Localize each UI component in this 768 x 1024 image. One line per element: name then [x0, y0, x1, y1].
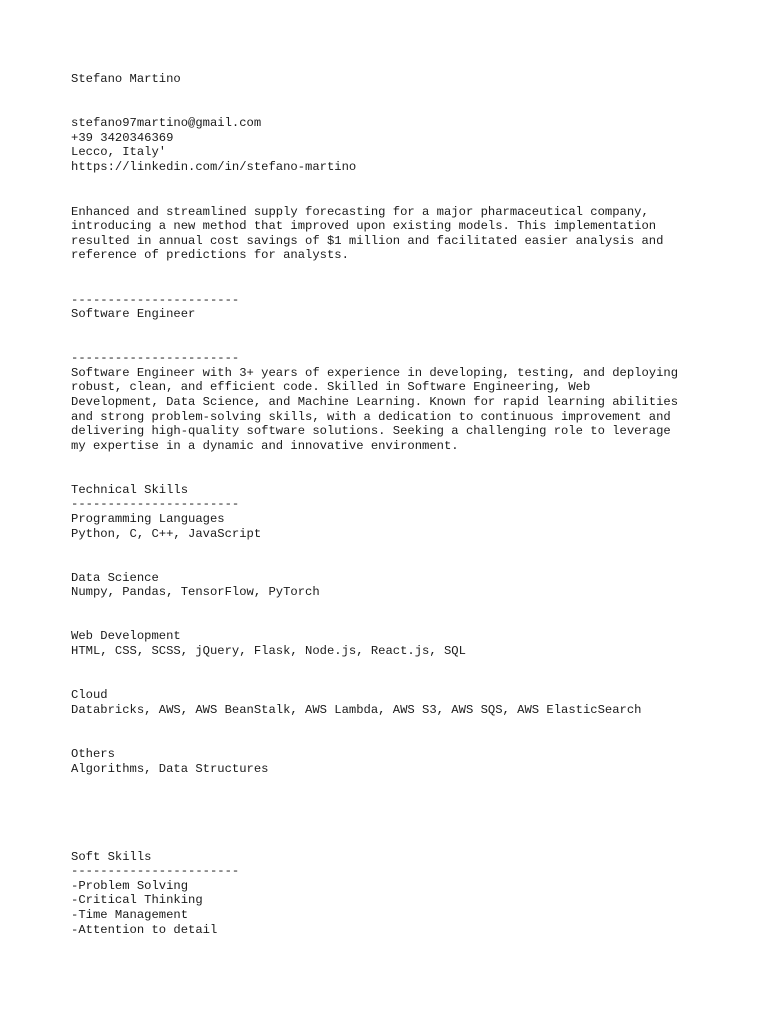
contact-location: Lecco, Italy' — [71, 145, 167, 159]
section-divider: ----------------------- — [71, 293, 240, 307]
candidate-name: Stefano Martino — [71, 72, 181, 86]
skill-group-title: Data Science — [71, 571, 159, 585]
skill-group-items: Python, C, C++, JavaScript — [71, 527, 262, 541]
soft-skill-item: -Problem Solving — [71, 879, 189, 893]
soft-skill-item: -Critical Thinking — [71, 893, 203, 907]
summary-line: my expertise in a dynamic and innovative environment. — [71, 439, 459, 453]
section-heading: Technical Skills — [71, 483, 189, 497]
highlight-line: resulted in annual cost savings of $1 million and facilitated easier analysis and — [71, 234, 664, 248]
summary-line: robust, clean, and efficient code. Skilled in Software Engineering, Web — [71, 380, 591, 394]
skill-group-items: Algorithms, Data Structures — [71, 762, 269, 776]
soft-skill-item: -Attention to detail — [71, 923, 218, 937]
skill-group-items: HTML, CSS, SCSS, jQuery, Flask, Node.js, React.js, SQL — [71, 644, 466, 658]
skill-group-items: Numpy, Pandas, TensorFlow, PyTorch — [71, 585, 320, 599]
highlight-line: introducing a new method that improved upon existing models. This implementation — [71, 219, 657, 233]
skill-group-title: Others — [71, 747, 115, 761]
skill-group-title: Cloud — [71, 688, 108, 702]
highlight-line: reference of predictions for analysts. — [71, 248, 349, 262]
summary-line: Software Engineer with 3+ years of experience in developing, testing, and deploying — [71, 366, 679, 380]
summary-line: Development, Data Science, and Machine Learning. Known for rapid learning abilities — [71, 395, 679, 409]
section-divider: ----------------------- — [71, 497, 240, 511]
section-divider: ----------------------- — [71, 864, 240, 878]
skill-group-items: Databricks, AWS, AWS BeanStalk, AWS Lambda, AWS S3, AWS SQS, AWS ElasticSearch — [71, 703, 642, 717]
skill-group-title: Programming Languages — [71, 512, 225, 526]
section-heading: Soft Skills — [71, 850, 152, 864]
skill-group-title: Web Development — [71, 629, 181, 643]
contact-email: stefano97martino@gmail.com — [71, 116, 262, 130]
soft-skill-item: -Time Management — [71, 908, 189, 922]
section-divider: ----------------------- — [71, 351, 240, 365]
summary-line: delivering high-quality software solutions. Seeking a challenging role to leverage — [71, 424, 671, 438]
contact-linkedin: https://linkedin.com/in/stefano-martino — [71, 160, 357, 174]
job-title: Software Engineer — [71, 307, 196, 321]
highlight-line: Enhanced and streamlined supply forecasting for a major pharmaceutical company, — [71, 205, 649, 219]
contact-phone: +39 3420346369 — [71, 131, 174, 145]
summary-line: and strong problem-solving skills, with a dedication to continuous improvement and — [71, 410, 671, 424]
